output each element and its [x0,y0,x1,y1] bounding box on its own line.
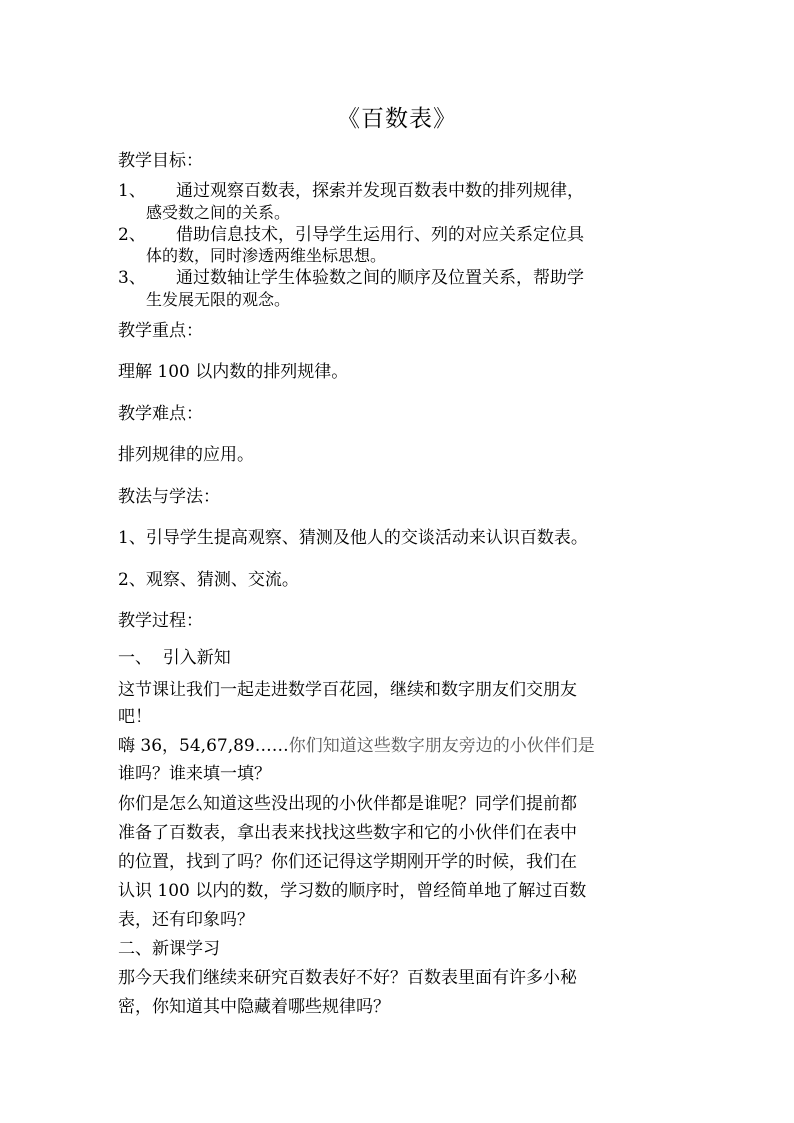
goal-text: 通过数轴让学生体验数之间的顺序及位置关系，帮助学 [176,268,584,288]
key-text: 理解 100 以内数的排列规律。 [118,362,349,382]
goal-number: 2、 [118,225,146,245]
section1-heading: 一、 引入新知 [118,648,231,668]
numbers-suffix: 你们知道这些数字朋友旁边的小伙伴们是 [288,736,595,756]
key-heading: 教学重点： [118,321,203,341]
goals-heading: 教学目标： [118,151,203,171]
goal-text: 借助信息技术，引导学生运用行、列的对应关系定位具 [176,225,584,245]
difficulty-heading: 教学难点： [118,404,203,424]
paragraph-line: 这节课让我们一起走进数学百花园，继续和数字朋友们交朋友 [118,680,577,700]
paragraph-line: 吧！ [118,707,152,727]
paragraph-line: 谁吗？谁来填一填？ [118,764,271,784]
goal-number: 1、 [118,181,146,201]
goal-item-1 [118,180,584,202]
goal-text-cont: 感受数之间的关系。 [146,203,291,222]
difficulty-text: 排列规律的应用。 [118,445,254,465]
paragraph-line: 你们是怎么知道这些没出现的小伙伴都是谁呢？同学们提前都 [118,794,577,814]
goal-item-2 [118,224,584,246]
goal-text: 通过观察百数表，探索并发现百数表中数的排列规律， [176,181,584,201]
paragraph-line: 准备了百数表，拿出表来找找这些数字和它的小伙伴们在表中 [118,823,577,843]
section2-heading: 二、新课学习 [118,939,220,959]
paragraph-line: 表，还有印象吗？ [118,910,254,930]
page-title: 《百数表》 [337,106,457,132]
numbers-prefix: 嗨 36，54,67,89…… [118,736,289,756]
paragraph-line: 的位置，找到了吗？你们还记得这学期刚开学的时候，我们在 [118,852,577,872]
method-item-1: 1、引导学生提高观察、猜测及他人的交谈活动来认识百数表。 [118,528,588,548]
process-heading: 教学过程： [118,611,203,631]
paragraph-line: 那今天我们继续来研究百数表好不好？百数表里面有许多小秘 [118,968,577,988]
paragraph-line: 认识 100 以内的数，学习数的顺序时，曾经简单地了解过百数 [118,881,587,901]
paragraph-line: 密，你知道其中隐藏着哪些规律吗？ [118,997,390,1017]
method-heading: 教法与学法： [118,487,220,507]
goal-text-cont: 生发展无限的观念。 [146,290,291,309]
method-item-2: 2、观察、猜测、交流。 [118,570,299,590]
goal-text-cont: 体的数，同时渗透两维坐标思想。 [146,246,387,265]
numbers-line [118,735,595,757]
goal-number: 3、 [118,268,146,288]
goal-item-3 [118,267,584,289]
